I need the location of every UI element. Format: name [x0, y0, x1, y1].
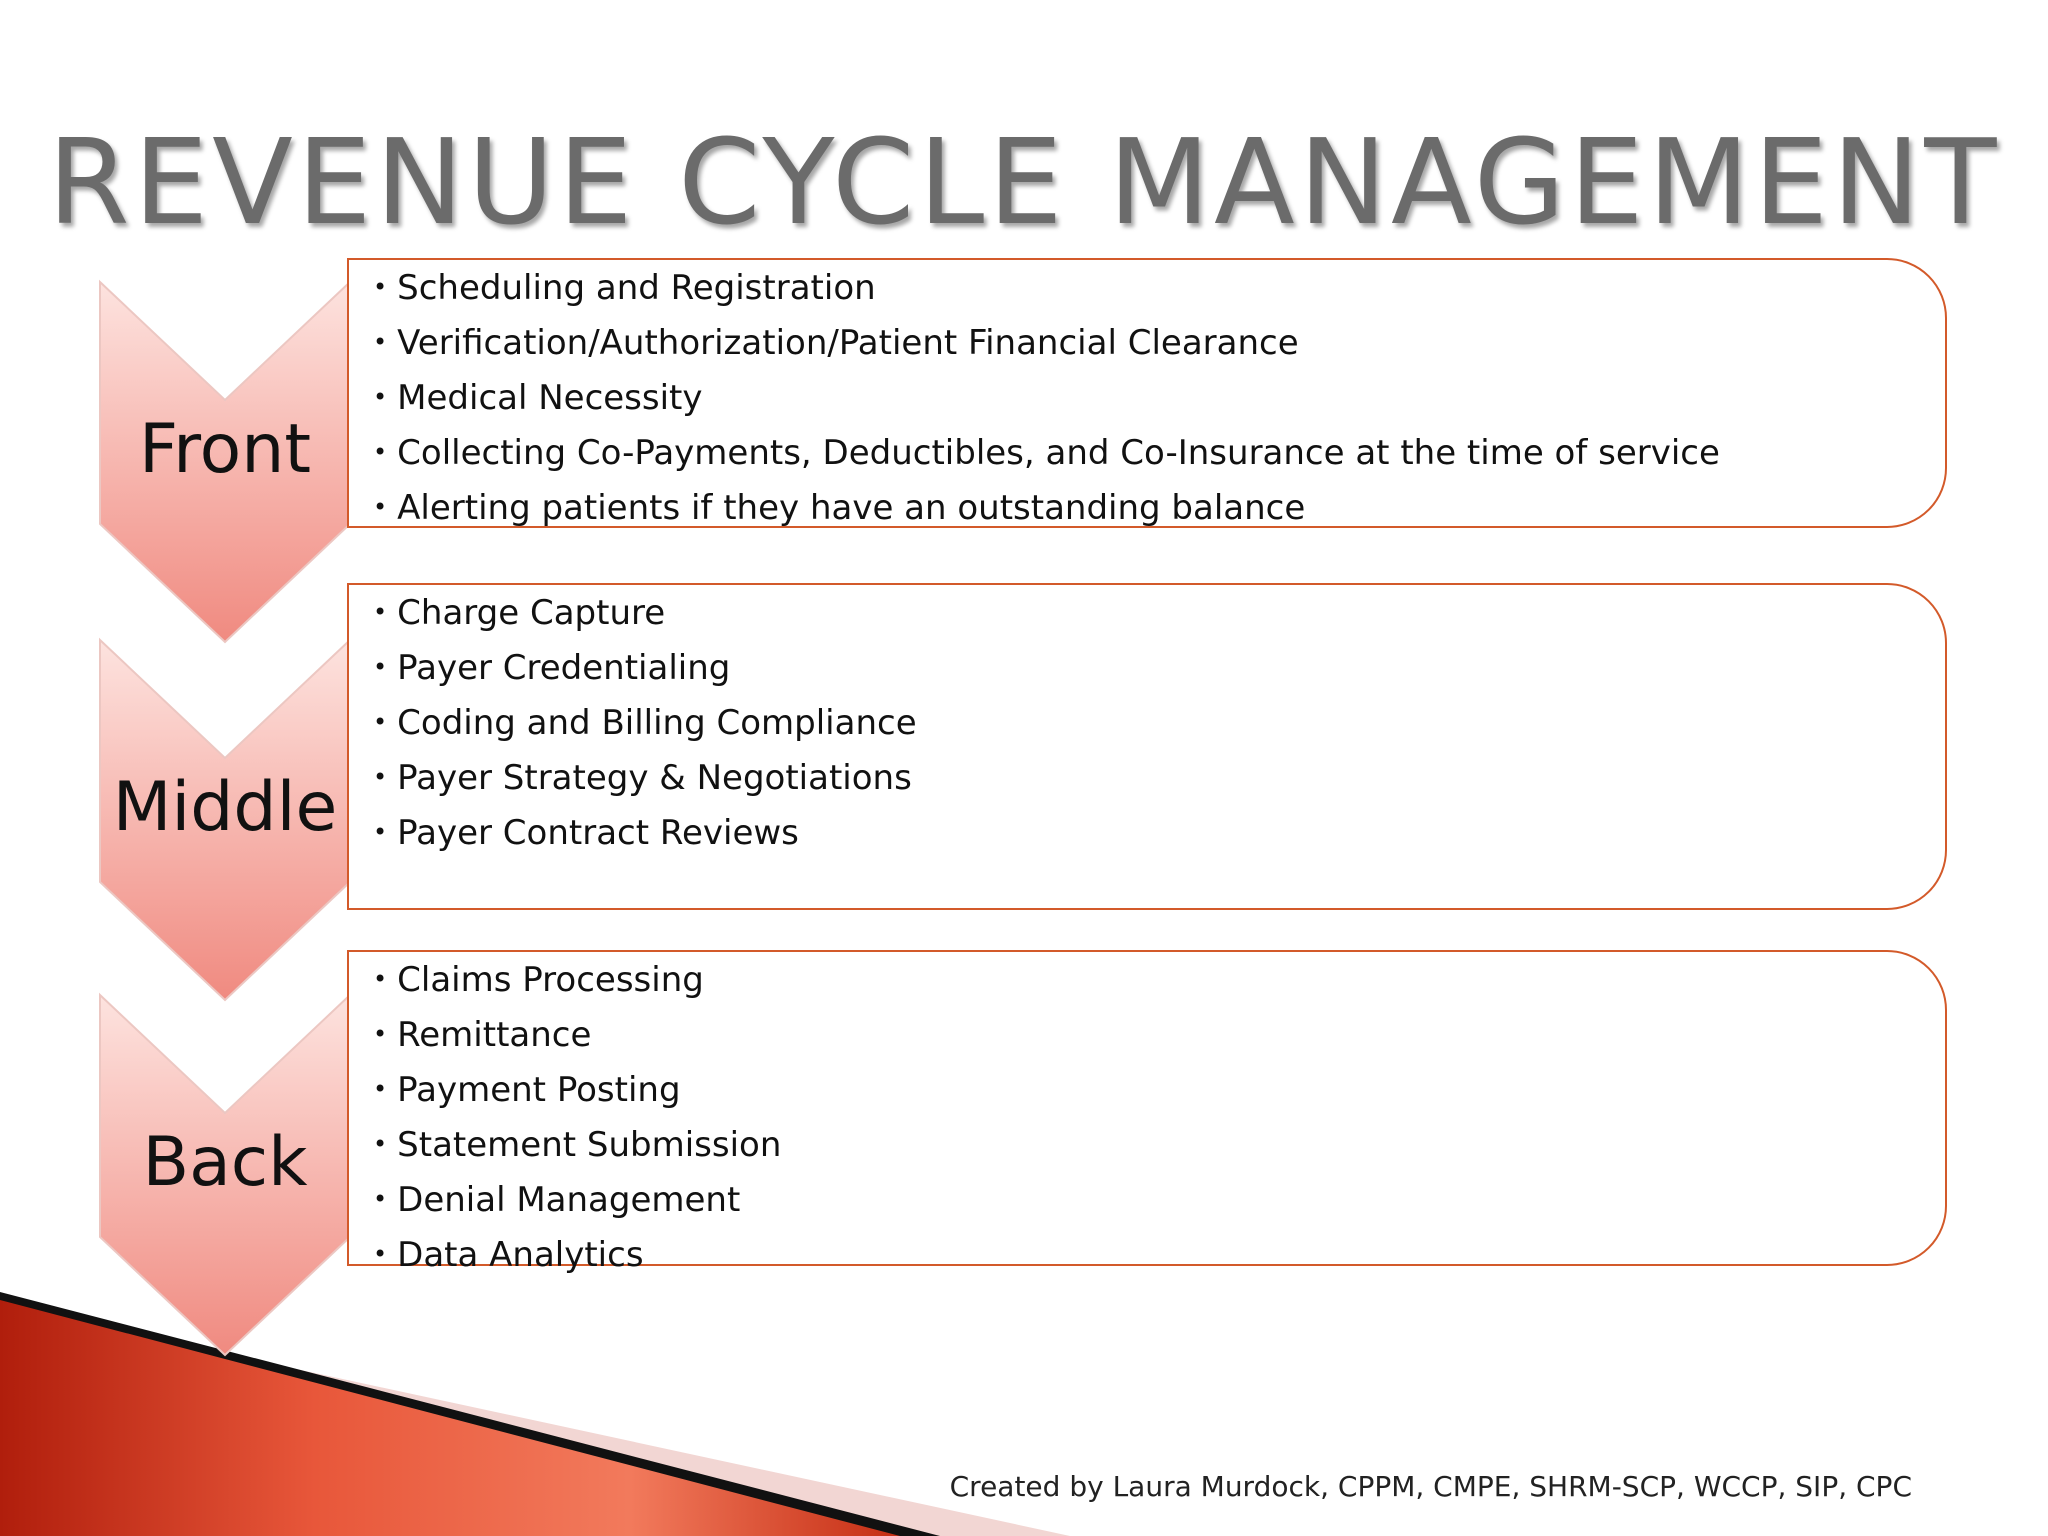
list-item: • Charge Capture	[373, 593, 666, 633]
stage-panel-middle	[347, 583, 1947, 910]
list-item: • Scheduling and Registration	[373, 268, 876, 308]
list-item: • Payer Contract Reviews	[373, 813, 799, 853]
author-credit: Created by Laura Murdock, CPPM, CMPE, SHRM-SCP, WCCP, SIP, CPC	[949, 1470, 1912, 1503]
stage-list-back	[373, 952, 781, 1282]
stage-label-front: Front	[139, 410, 311, 489]
stage-label-middle: Middle	[112, 768, 338, 847]
list-item: • Payment Posting	[373, 1070, 681, 1110]
stage-panel-front	[347, 258, 1947, 528]
list-item: • Denial Management	[373, 1180, 741, 1220]
list-item: • Medical Necessity	[373, 378, 703, 418]
stage-panel-back	[347, 950, 1947, 1275]
list-item: • Alerting patients if they have an outstanding balance	[373, 488, 1306, 528]
chevron-middle	[100, 640, 350, 1000]
stage-list-front	[373, 260, 1720, 535]
list-item: • Data Analytics	[373, 1235, 644, 1275]
chevron-back	[100, 995, 350, 1355]
list-item: • Coding and Billing Compliance	[373, 703, 917, 743]
list-item: • Payer Strategy & Negotiations	[373, 758, 912, 798]
stage-label-back: Back	[142, 1123, 308, 1202]
stage-list-middle	[373, 585, 917, 860]
list-item: • Remittance	[373, 1015, 592, 1055]
list-item: • Claims Processing	[373, 960, 704, 1000]
page-title: REVENUE CYCLE MANAGEMENT	[47, 113, 2001, 251]
list-item: • Payer Credentialing	[373, 648, 731, 688]
chevron-front	[100, 282, 350, 642]
list-item: • Statement Submission	[373, 1125, 782, 1165]
list-item: • Collecting Co-Payments, Deductibles, and Co-Insurance at the time of service	[373, 433, 1720, 473]
list-item: • Verification/Authorization/Patient Financial Clearance	[373, 323, 1299, 363]
